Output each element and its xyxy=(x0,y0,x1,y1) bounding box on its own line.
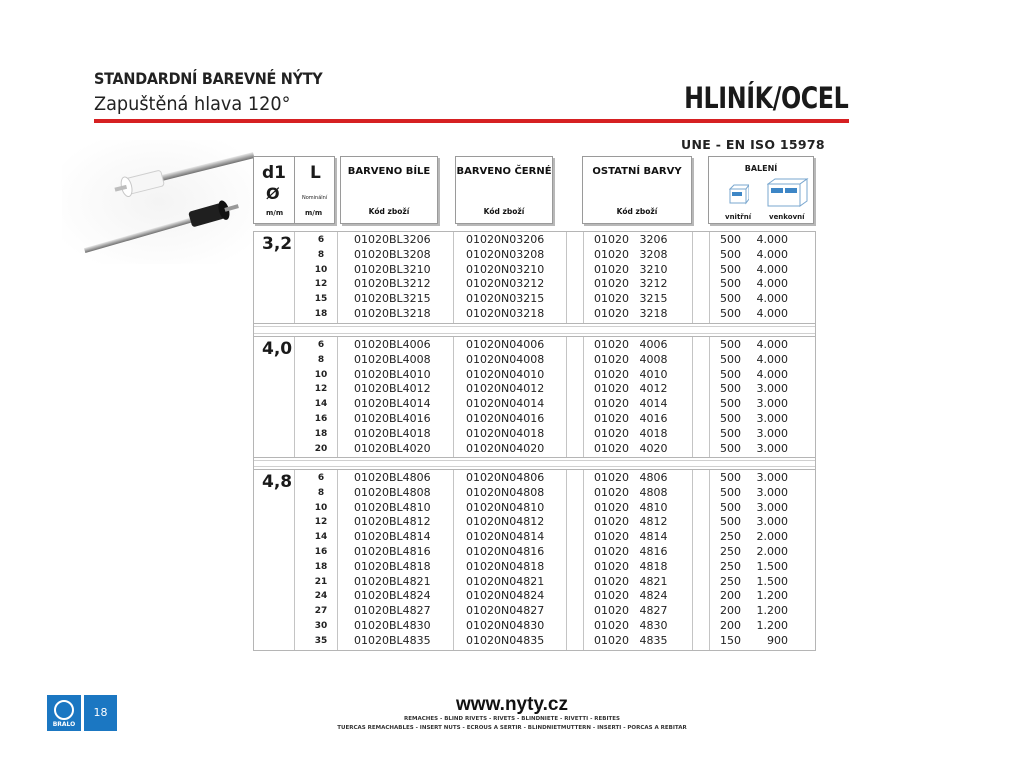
black-code-cell: 01020N04835 xyxy=(466,633,545,647)
dimension-divider xyxy=(294,157,295,223)
other-code-cell: 01020 4010 xyxy=(594,367,668,381)
logo-text: BRALO xyxy=(52,721,76,728)
white-code-cell: 01020BL4814 xyxy=(354,530,431,544)
inner-qty-cell: 500 xyxy=(720,277,741,291)
white-code-cell: 01020BL3215 xyxy=(354,292,431,306)
length-cell: 21 xyxy=(314,576,328,587)
outer-qty-cell: 4.000 xyxy=(756,307,788,320)
product-line-2: TUERCAS REMACHABLES - INSERT NUTS - ECROUS A SERTIR - BLINDNIETMUTTERN - INSERTI - PORCAS A REBITAR xyxy=(337,725,687,731)
length-cell: 27 xyxy=(314,606,328,617)
black-code-cell: 01020N04816 xyxy=(466,545,545,558)
inner-qty-cell: 500 xyxy=(720,233,741,246)
inner-qty-cell: 250 xyxy=(720,574,741,588)
outer-qty-cell: 3.000 xyxy=(756,426,788,440)
outer-qty-cell: 4.000 xyxy=(756,367,788,381)
inner-qty-cell: 200 xyxy=(720,619,741,632)
outer-qty-cell: 1.200 xyxy=(756,589,788,603)
outer-qty-cell: 3.000 xyxy=(756,500,788,514)
inner-qty-cell: 200 xyxy=(720,604,741,618)
table-row xyxy=(254,338,815,353)
length-cell: 8 xyxy=(317,249,325,260)
inner-qty-cell: 500 xyxy=(720,441,741,455)
black-code-cell: 01020N04812 xyxy=(466,515,545,529)
catalog-title: STANDARDNÍ BAREVNÉ NÝTY xyxy=(94,69,323,88)
length-cell: 6 xyxy=(317,235,325,245)
white-code-cell: 01020BL4810 xyxy=(354,500,431,514)
white-code-cell: 01020BL4012 xyxy=(354,382,431,396)
size-group xyxy=(253,336,816,458)
inner-qty-cell: 250 xyxy=(720,530,741,544)
black-code-cell: 01020N04808 xyxy=(466,485,545,499)
other-code-cell: 01020 4806 xyxy=(594,471,668,484)
inner-qty-cell: 500 xyxy=(720,515,741,529)
white-code-cell: 01020BL4018 xyxy=(354,426,431,440)
website-url[interactable]: www.nyty.cz xyxy=(456,694,568,715)
length-cell: 14 xyxy=(314,399,328,410)
black-code-cell: 01020N04016 xyxy=(466,412,545,425)
table-row xyxy=(254,515,815,530)
other-code-cell: 01020 4835 xyxy=(594,633,668,647)
other-code-cell: 01020 4014 xyxy=(594,397,668,411)
white-code-cell: 01020BL4010 xyxy=(354,367,431,381)
length-cell: 20 xyxy=(314,443,328,454)
outer-qty-cell: 4.000 xyxy=(756,352,788,366)
inner-qty-cell: 250 xyxy=(720,545,741,558)
outer-qty-cell: 4.000 xyxy=(756,233,788,246)
table-row xyxy=(254,353,815,368)
outer-box-icon xyxy=(767,177,809,209)
table-row xyxy=(254,604,815,619)
length-unit: m/m xyxy=(305,209,323,217)
length-cell: 8 xyxy=(317,487,325,498)
inner-label: vnitřní xyxy=(725,213,752,221)
inner-qty-cell: 500 xyxy=(720,485,741,499)
other-code-cell: 01020 4824 xyxy=(594,589,668,603)
table-row xyxy=(254,619,815,634)
outer-qty-cell: 900 xyxy=(767,633,788,647)
table-row xyxy=(254,501,815,516)
table-row xyxy=(254,530,815,545)
outer-qty-cell: 3.000 xyxy=(756,471,788,484)
black-code-cell: 01020N04006 xyxy=(466,338,545,351)
nominal-label: Nominální xyxy=(302,195,328,201)
black-code-cell: 01020N03208 xyxy=(466,247,545,261)
white-code-label: Kód zboží xyxy=(368,207,410,216)
size-group xyxy=(253,469,816,651)
black-code-cell: 01020N04824 xyxy=(466,589,545,603)
length-cell: 16 xyxy=(314,547,328,557)
inner-qty-cell: 500 xyxy=(720,426,741,440)
outer-qty-cell: 1.200 xyxy=(756,604,788,618)
black-column-header xyxy=(455,156,553,224)
length-cell: 6 xyxy=(317,340,325,350)
red-divider xyxy=(94,119,849,123)
other-code-label: Kód zboží xyxy=(616,207,658,216)
length-cell: 30 xyxy=(314,621,328,631)
length-cell: 18 xyxy=(314,428,328,439)
length-cell: 16 xyxy=(314,414,328,424)
length-label: L xyxy=(310,163,321,183)
other-code-cell: 01020 4810 xyxy=(594,500,668,514)
page-number: 18 xyxy=(84,695,117,731)
outer-qty-cell: 4.000 xyxy=(756,338,788,351)
group-separator xyxy=(253,458,816,469)
white-code-cell: 01020BL4827 xyxy=(354,604,431,618)
other-column-header xyxy=(582,156,692,224)
other-code-cell: 01020 4008 xyxy=(594,352,668,366)
outer-qty-cell: 3.000 xyxy=(756,382,788,396)
table-row xyxy=(254,277,815,292)
length-cell: 12 xyxy=(314,384,328,395)
outer-qty-cell: 1.500 xyxy=(756,559,788,573)
black-code-cell: 01020N04810 xyxy=(466,500,545,514)
other-code-cell: 01020 3212 xyxy=(594,277,668,291)
table-row xyxy=(254,442,815,457)
inner-qty-cell: 250 xyxy=(720,559,741,573)
outer-qty-cell: 3.000 xyxy=(756,412,788,425)
outer-qty-cell: 3.000 xyxy=(756,397,788,411)
black-code-cell: 01020N04010 xyxy=(466,367,545,381)
outer-qty-cell: 2.000 xyxy=(756,530,788,544)
inner-qty-cell: 500 xyxy=(720,397,741,411)
other-code-cell: 01020 4006 xyxy=(594,338,668,351)
other-code-cell: 01020 4818 xyxy=(594,559,668,573)
outer-qty-cell: 1.200 xyxy=(756,619,788,632)
other-code-cell: 01020 4821 xyxy=(594,574,668,588)
length-cell: 10 xyxy=(314,264,328,275)
other-code-cell: 01020 4018 xyxy=(594,426,668,440)
white-code-cell: 01020BL3218 xyxy=(354,307,431,320)
table-row xyxy=(254,263,815,278)
black-code-cell: 01020N03218 xyxy=(466,307,545,320)
white-code-cell: 01020BL4835 xyxy=(354,633,431,647)
table-row xyxy=(254,589,815,604)
table-row xyxy=(254,471,815,486)
inner-qty-cell: 500 xyxy=(720,500,741,514)
black-code-cell: 01020N03215 xyxy=(466,292,545,306)
inner-qty-cell: 150 xyxy=(720,633,741,647)
d1-label: d1 xyxy=(262,163,286,183)
length-cell: 6 xyxy=(317,473,325,483)
black-code-cell: 01020N04008 xyxy=(466,352,545,366)
standard-label: UNE - EN ISO 15978 xyxy=(681,137,825,152)
white-column-title: BARVENO BÍLE xyxy=(347,166,431,177)
outer-label: venkovní xyxy=(769,213,805,221)
packaging-header xyxy=(708,156,814,224)
white-code-cell: 01020BL4821 xyxy=(354,574,431,588)
table-row xyxy=(254,560,815,575)
inner-qty-cell: 500 xyxy=(720,338,741,351)
table-row xyxy=(254,486,815,501)
black-code-cell: 01020N03206 xyxy=(466,233,545,246)
other-code-cell: 01020 4020 xyxy=(594,441,668,455)
outer-qty-cell: 4.000 xyxy=(756,247,788,261)
d1-unit: m/m xyxy=(266,209,284,217)
length-cell: 14 xyxy=(314,532,328,543)
table-row xyxy=(254,427,815,442)
other-code-cell: 01020 4012 xyxy=(594,382,668,396)
table-row xyxy=(254,575,815,590)
catalog-subtitle: Zapuštěná hlava 120° xyxy=(94,93,291,115)
length-cell: 8 xyxy=(317,354,325,365)
white-code-cell: 01020BL4812 xyxy=(354,515,431,529)
length-cell: 12 xyxy=(314,517,328,528)
other-code-cell: 01020 3208 xyxy=(594,247,668,261)
white-column-header xyxy=(340,156,438,224)
black-code-cell: 01020N04818 xyxy=(466,559,545,573)
dimension-header xyxy=(253,156,335,224)
white-code-cell: 01020BL4830 xyxy=(354,619,431,632)
white-code-cell: 01020BL4008 xyxy=(354,352,431,366)
outer-qty-cell: 3.000 xyxy=(756,485,788,499)
outer-qty-cell: 4.000 xyxy=(756,262,788,276)
inner-qty-cell: 500 xyxy=(720,382,741,396)
length-cell: 18 xyxy=(314,309,328,319)
white-code-cell: 01020BL3210 xyxy=(354,262,431,276)
white-code-cell: 01020BL4806 xyxy=(354,471,431,484)
other-column-title: OSTATNÍ BARVY xyxy=(592,166,682,177)
inner-qty-cell: 500 xyxy=(720,292,741,306)
inner-qty-cell: 500 xyxy=(720,247,741,261)
diameter-label: 3,2 xyxy=(262,234,293,254)
product-line-1: REMACHES - BLIND RIVETS - RIVETS - BLINDNIETE - RIVETTI - REBITES xyxy=(404,716,620,722)
length-cell: 35 xyxy=(314,635,328,646)
white-code-cell: 01020BL4016 xyxy=(354,412,431,425)
outer-qty-cell: 2.000 xyxy=(756,545,788,558)
diameter-label: 4,0 xyxy=(262,339,293,359)
white-code-cell: 01020BL4818 xyxy=(354,559,431,573)
black-column-title: BARVENO ČERNÉ xyxy=(456,166,552,177)
other-code-cell: 01020 4830 xyxy=(594,619,668,632)
black-code-cell: 01020N04821 xyxy=(466,574,545,588)
table-row xyxy=(254,233,815,248)
black-code-cell: 01020N03212 xyxy=(466,277,545,291)
black-code-label: Kód zboží xyxy=(483,207,525,216)
rivet-photo xyxy=(62,140,256,264)
packaging-title: BALENÍ xyxy=(744,164,778,173)
black-code-cell: 01020N04827 xyxy=(466,604,545,618)
other-code-cell: 01020 4016 xyxy=(594,412,668,425)
other-code-cell: 01020 3215 xyxy=(594,292,668,306)
white-code-cell: 01020BL3206 xyxy=(354,233,431,246)
table-row xyxy=(254,292,815,307)
other-code-cell: 01020 3210 xyxy=(594,262,668,276)
length-cell: 12 xyxy=(314,279,328,290)
length-cell: 18 xyxy=(314,561,328,572)
white-code-cell: 01020BL4014 xyxy=(354,397,431,411)
black-code-cell: 01020N04018 xyxy=(466,426,545,440)
diameter-label: 4,8 xyxy=(262,472,293,492)
table-row xyxy=(254,382,815,397)
black-code-cell: 01020N04012 xyxy=(466,382,545,396)
table-row xyxy=(254,412,815,427)
table-row xyxy=(254,307,815,322)
inner-qty-cell: 500 xyxy=(720,262,741,276)
length-cell: 24 xyxy=(314,591,328,602)
inner-qty-cell: 500 xyxy=(720,367,741,381)
black-code-cell: 01020N04806 xyxy=(466,471,545,484)
length-cell: 10 xyxy=(314,502,328,513)
group-separator xyxy=(253,324,816,336)
outer-qty-cell: 1.500 xyxy=(756,574,788,588)
table-row xyxy=(254,397,815,412)
other-code-cell: 01020 3206 xyxy=(594,233,668,246)
white-code-cell: 01020BL4824 xyxy=(354,589,431,603)
black-code-cell: 01020N04830 xyxy=(466,619,545,632)
white-code-cell: 01020BL4006 xyxy=(354,338,431,351)
other-code-cell: 01020 3218 xyxy=(594,307,668,320)
black-code-cell: 01020N03210 xyxy=(466,262,545,276)
table-row xyxy=(254,248,815,263)
diameter-symbol: Ø xyxy=(266,184,280,203)
outer-qty-cell: 4.000 xyxy=(756,292,788,306)
white-code-cell: 01020BL4808 xyxy=(354,485,431,499)
outer-qty-cell: 3.000 xyxy=(756,515,788,529)
table-row xyxy=(254,634,815,649)
material-heading: HLINÍK/OCEL xyxy=(683,81,848,115)
inner-qty-cell: 500 xyxy=(720,352,741,366)
white-code-cell: 01020BL3212 xyxy=(354,277,431,291)
other-code-cell: 01020 4808 xyxy=(594,485,668,499)
outer-qty-cell: 3.000 xyxy=(756,441,788,455)
length-cell: 10 xyxy=(314,369,328,380)
other-code-cell: 01020 4827 xyxy=(594,604,668,618)
inner-box-icon xyxy=(729,182,749,208)
black-code-cell: 01020N04014 xyxy=(466,397,545,411)
other-code-cell: 01020 4812 xyxy=(594,515,668,529)
white-code-cell: 01020BL3208 xyxy=(354,247,431,261)
black-code-cell: 01020N04020 xyxy=(466,441,545,455)
inner-qty-cell: 500 xyxy=(720,412,741,425)
length-cell: 15 xyxy=(314,294,328,305)
black-code-cell: 01020N04814 xyxy=(466,530,545,544)
other-code-cell: 01020 4816 xyxy=(594,545,668,558)
table-row xyxy=(254,545,815,560)
inner-qty-cell: 200 xyxy=(720,589,741,603)
outer-qty-cell: 4.000 xyxy=(756,277,788,291)
table-row xyxy=(254,368,815,383)
size-group xyxy=(253,231,816,324)
inner-qty-cell: 500 xyxy=(720,471,741,484)
other-code-cell: 01020 4814 xyxy=(594,530,668,544)
white-code-cell: 01020BL4020 xyxy=(354,441,431,455)
inner-qty-cell: 500 xyxy=(720,307,741,320)
white-code-cell: 01020BL4816 xyxy=(354,545,431,558)
